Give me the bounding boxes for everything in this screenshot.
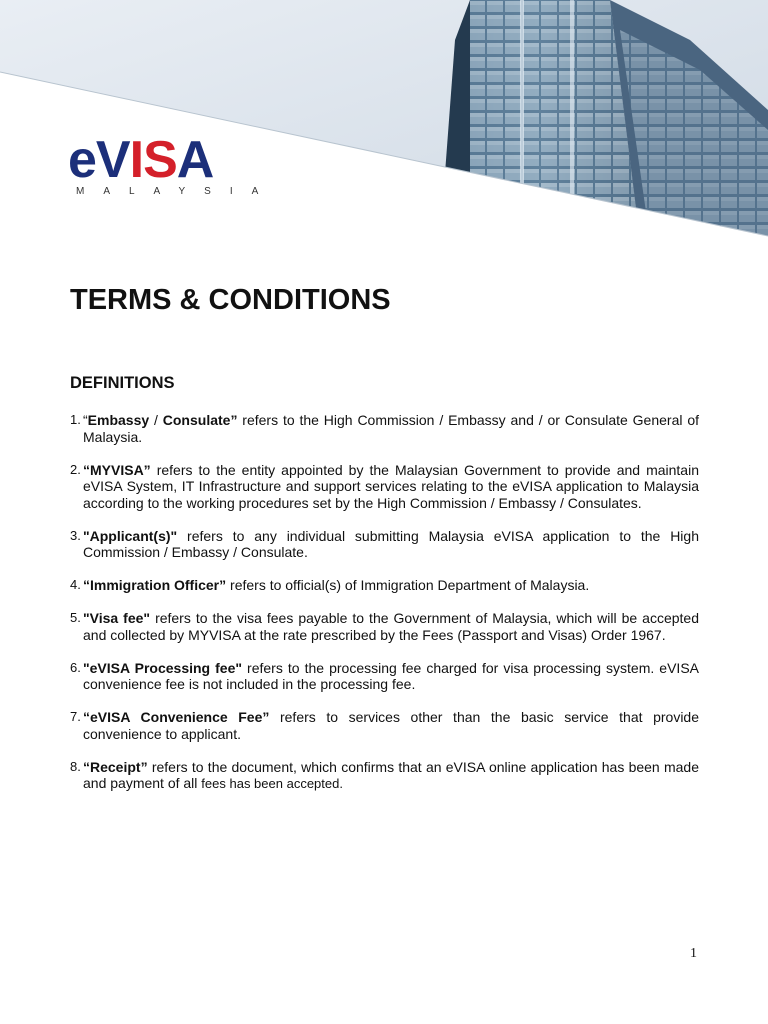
- page-number: 1: [690, 946, 697, 961]
- section-title-definitions: DEFINITIONS: [70, 374, 175, 392]
- definition-text: refers to the document, which confirms that an eVISA online application has been made and payment of all: [83, 758, 699, 791]
- definition-item: [70, 462, 699, 512]
- header-building-photo: [0, 0, 768, 240]
- item-number: 2.: [70, 461, 81, 477]
- definition-text: refers to official(s) of Immigration Department of Malaysia.: [226, 577, 590, 593]
- definition-item: [70, 709, 699, 742]
- item-number: 8.: [70, 758, 81, 774]
- definition-item: 1. “Embassy / Consulate” refers to the High Commission / Embassy and / or Consulate General of Malaysia.: [70, 412, 699, 445]
- definition-item: [70, 759, 699, 793]
- definition-term: "Visa fee": [83, 610, 151, 626]
- item-number: 1.: [70, 412, 81, 427]
- definition-term: Consulate”: [162, 412, 238, 428]
- item-number: 4.: [70, 577, 81, 592]
- item-number: 5.: [70, 610, 81, 625]
- definition-text: refers to services other than the basic service that provide convenience to applicant.: [83, 709, 700, 742]
- definition-term: “Immigration Officer”: [83, 577, 227, 593]
- definitions-list: [70, 412, 699, 809]
- item-number: 3.: [70, 527, 81, 543]
- definition-text: refers to the visa fees payable to the Government of Malaysia, which will be accepted and collected by MYVISA at the rate prescribed by the Fees (Passport and Visas) Order 1967.: [83, 610, 699, 643]
- logo-subtitle: MALAYSIA: [76, 186, 278, 197]
- definition-text-small: fees has been accepted.: [201, 776, 343, 791]
- definition-term: "eVISA Processing fee": [83, 659, 243, 676]
- definition-text: refers to any individual submitting Malaysia eVISA application to the High Commission / Embassy / Consulate.: [83, 527, 699, 560]
- definition-item: [70, 610, 699, 643]
- definition-text: refers to the processing fee charged for visa processing system. eVISA convenience fee is not included in the processing fee.: [83, 659, 699, 692]
- definition-item: [70, 577, 699, 594]
- definition-term: “eVISA Convenience Fee”: [83, 709, 270, 725]
- definition-text: refers to the entity appointed by the Malaysian Government to provide and maintain eVISA System, IT Infrastructure and support services relating to the eVISA application to Malaysia according to the working procedures set by the High Commission / Embassy / Consulates.: [83, 461, 699, 511]
- definition-text: refers to the High Commission / Embassy and / or Consulate General of Malaysia.: [83, 412, 699, 445]
- definition-term: Embassy: [87, 412, 150, 428]
- logo-wordmark: eVISA: [68, 131, 214, 189]
- definition-item: [70, 660, 699, 693]
- definition-term: “Receipt”: [83, 758, 148, 775]
- evisa-malaysia-logo: [68, 131, 278, 202]
- item-number: 7.: [70, 709, 81, 724]
- definition-term: “MYVISA”: [83, 461, 151, 478]
- definition-item: [70, 528, 699, 561]
- page-title: TERMS & CONDITIONS: [70, 284, 391, 316]
- item-number: 6.: [70, 659, 81, 675]
- definition-term: "Applicant(s)": [83, 527, 178, 544]
